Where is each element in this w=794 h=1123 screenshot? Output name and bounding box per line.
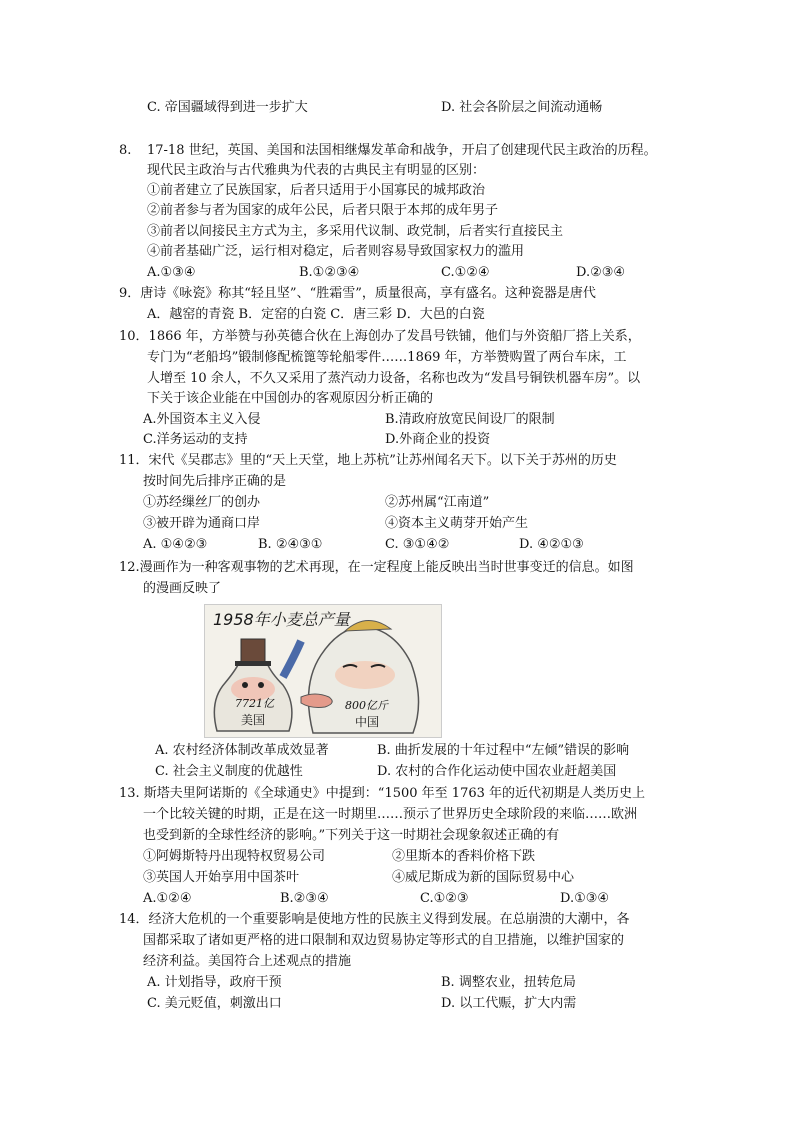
q12-option-d: D. 农村的合作化运动使中国农业赶超美国 (377, 764, 617, 779)
q13-stem-3: 也受到新的全球性经济的影响。”下列关于这一时期社会现象叙述正确的有 (143, 828, 560, 843)
q8-stem-2: 现代民主政治与古代雅典为代表的古典民主有明显的区别： (147, 163, 486, 178)
q11-statement-3: ③被开辟为通商口岸 (143, 516, 261, 531)
q8-statement-4: ④前者基础广泛，运行相对稳定，后者则容易导致国家权力的滥用 (147, 244, 525, 259)
q13-stem-2: 一个比较关键的时期，正是在这一时期里……预示了世界历史全球阶段的来临……欧洲 (143, 807, 638, 822)
q7-option-c: C. 帝国疆域得到进一步扩大 (147, 100, 308, 115)
q11-stem-2: 按时间先后排序正确的是 (143, 474, 287, 489)
q13-statement-4: ④威尼斯成为新的国际贸易中心 (392, 870, 575, 885)
q13-option-b: B.②③④ (280, 891, 329, 906)
q11-statement-2: ②苏州属“江南道” (385, 495, 490, 510)
q13-option-a: A.①②④ (143, 891, 192, 906)
q8-stem-1: 17-18 世纪，英国、美国和法国相继爆发革命和战争，开启了创建现代民主政治的历程。 (147, 143, 657, 158)
cartoon-us-amount: 7721亿 (235, 697, 274, 710)
q8-number: 8. (119, 143, 132, 158)
cartoon-title: 1958年小麦总产量 (213, 610, 350, 629)
cartoon-us-label: 美国 (241, 713, 266, 727)
q12-stem-2: 的漫画反映了 (143, 581, 222, 596)
q14-option-b: B. 调整农业，扭转危局 (441, 975, 576, 990)
q9-options: A．越窑的青瓷 B．定窑的白瓷 C．唐三彩 D．大邑的白瓷 (147, 307, 485, 322)
wheat-cartoon-image (204, 604, 442, 738)
q9-stem: 9．唐诗《咏瓷》称其“轻且坚”、“胜霜雪”，质量很高，享有盛名。这种瓷器是唐代 (119, 286, 596, 301)
q8-option-b: B.①②③④ (299, 265, 360, 280)
q13-option-d: D.①③④ (560, 891, 610, 906)
q12-option-c: C. 社会主义制度的优越性 (155, 764, 303, 779)
q10-stem-4: 下关于该企业能在中国创办的客观原因分析正确的 (147, 391, 434, 406)
cartoon-china-amount: 800亿斤 (345, 699, 388, 712)
q14-option-d: D. 以工代赈，扩大内需 (441, 996, 577, 1011)
q11-option-c: C. ③①④② (385, 537, 450, 552)
q10-stem-1: 10．1866 年，方举赞与孙英德合伙在上海创办了发昌号铁铺，他们与外资船厂搭上关系， (119, 329, 641, 344)
q7-option-d: D. 社会各阶层之间流动通畅 (441, 100, 603, 115)
q14-stem-1: 14．经济大危机的一个重要影响是使地方性的民族主义得到发展。在总崩溃的大潮中，各 (119, 912, 630, 927)
q11-option-b: B. ②④③① (258, 537, 323, 552)
q10-stem-3: 人增至 10 余人，不久又采用了蒸汽动力设备，名称也改为“发昌号铜铁机器车房”。以 (147, 371, 641, 386)
q8-statement-3: ③前者以间接民主方式为主，多采用代议制、政党制，后者实行直接民主 (147, 224, 564, 239)
q13-statement-1: ①阿姆斯特丹出现特权贸易公司 (143, 849, 326, 864)
q10-option-a: A.外国资本主义入侵 (143, 412, 261, 427)
q14-stem-3: 经济利益。美国符合上述观点的措施 (143, 954, 352, 969)
q11-stem-1: 11．宋代《吴郡志》里的“天上天堂，地上苏杭”让苏州闻名天下。以下关于苏州的历史 (119, 453, 617, 468)
q10-option-c: C.洋务运动的支持 (143, 432, 248, 447)
q13-option-c: C.①②③ (420, 891, 469, 906)
q10-option-d: D.外商企业的投资 (385, 432, 491, 447)
q8-option-a: A.①③④ (147, 265, 196, 280)
q13-stem-1: 13. 斯塔夫里阿诺斯的《全球通史》中提到：“1500 年至 1763 年的近代初期是人类历史上 (119, 786, 646, 801)
q11-option-d: D. ④②①③ (519, 537, 584, 552)
q10-option-b: B.清政府放宽民间设厂的限制 (385, 412, 555, 427)
q8-statement-2: ②前者参与者为国家的成年公民，后者只限于本邦的成年男子 (147, 203, 499, 218)
q11-statement-1: ①苏经缫丝厂的创办 (143, 495, 261, 510)
q8-statement-1: ①前者建立了民族国家，后者只适用于小国寡民的城邦政治 (147, 183, 486, 198)
q13-statement-2: ②里斯本的香料价格下跌 (392, 849, 536, 864)
q13-statement-3: ③英国人开始享用中国茶叶 (143, 870, 300, 885)
q11-option-a: A. ①④②③ (143, 537, 208, 552)
q14-option-a: A. 计划指导，政府干预 (147, 975, 282, 990)
q8-option-c: C.①②④ (441, 265, 490, 280)
q12-option-a: A. 农村经济体制改革成效显著 (155, 743, 329, 758)
q10-stem-2: 专门为“老船坞”锻制修配梳篦等轮船零件……1869 年，方举赞购置了两台车床，工 (147, 350, 627, 365)
q12-option-b: B. 曲折发展的十年过程中“左倾”错误的影响 (377, 743, 630, 758)
q14-stem-2: 国都采取了诸如更严格的进口限制和双边贸易协定等形式的自卫措施，以维护国家的 (143, 933, 625, 948)
q14-option-c: C. 美元贬值，刺激出口 (147, 996, 282, 1011)
q8-option-d: D.②③④ (576, 265, 626, 280)
cartoon-china-label: 中国 (355, 715, 380, 729)
q11-statement-4: ④资本主义萌芽开始产生 (385, 516, 529, 531)
q12-stem-1: 12.漫画作为一种客观事物的艺术再现，在一定程度上能反映出当时世事变迁的信息。如图 (119, 560, 634, 575)
